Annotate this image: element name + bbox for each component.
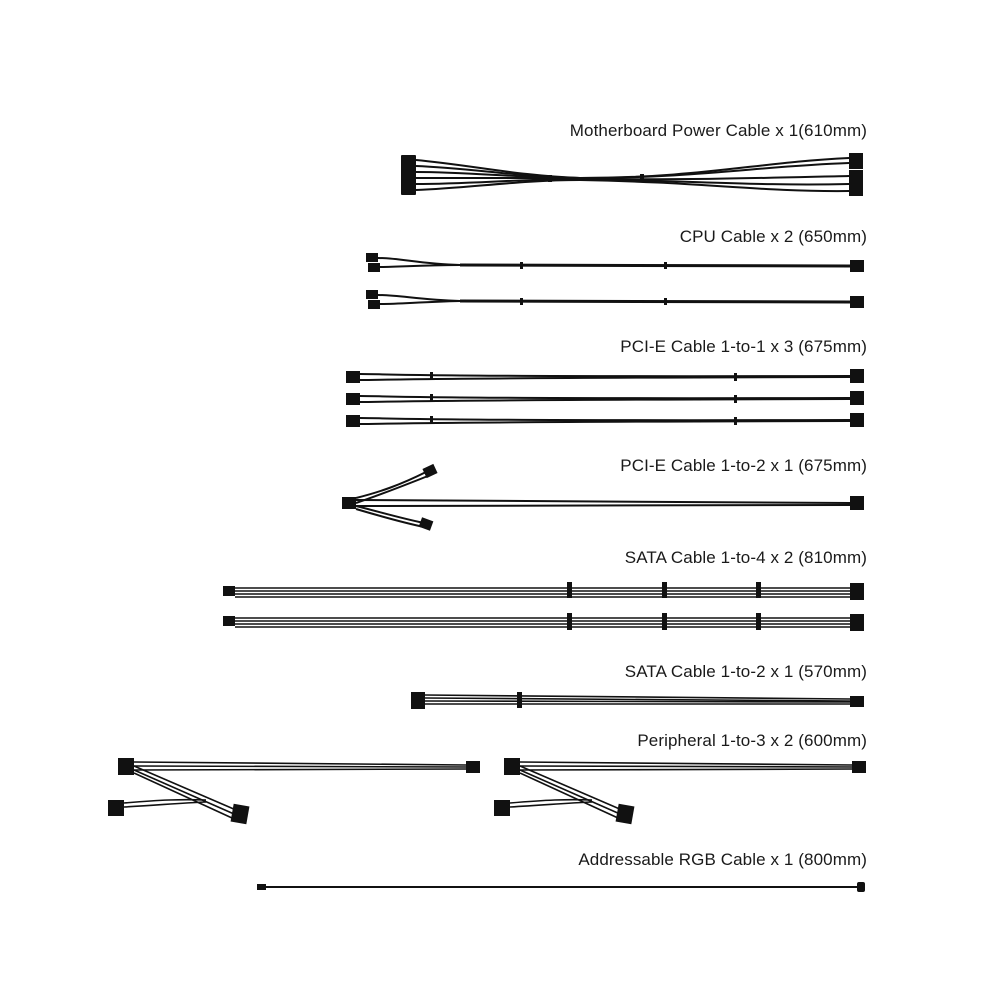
label-motherboard-cable: Motherboard Power Cable x 1(610mm) (569, 121, 867, 140)
pcie-1to2-cable-image (342, 464, 864, 531)
peripheral-cable-image (108, 758, 866, 824)
label-cpu-cable: CPU Cable x 2 (650mm) (679, 227, 867, 246)
label-argb-cable: Addressable RGB Cable x 1 (800mm) (578, 850, 867, 869)
pcie-1to1-cable-image (346, 369, 864, 427)
motherboard-cable-image (401, 153, 863, 196)
label-sata-1to4-cable: SATA Cable 1-to-4 x 2 (810mm) (624, 548, 867, 567)
label-sata-1to2-cable: SATA Cable 1-to-2 x 1 (570mm) (624, 662, 867, 681)
sata-1to4-cable-image (223, 582, 864, 631)
sata-1to2-cable-image (411, 692, 864, 709)
argb-cable-image (257, 882, 865, 892)
label-pcie-1to2-cable: PCI-E Cable 1-to-2 x 1 (675mm) (620, 456, 867, 475)
label-pcie-1to1-cable: PCI-E Cable 1-to-1 x 3 (675mm) (620, 337, 867, 356)
label-peripheral-cable: Peripheral 1-to-3 x 2 (600mm) (637, 731, 867, 750)
cpu-cable-image (366, 253, 864, 309)
